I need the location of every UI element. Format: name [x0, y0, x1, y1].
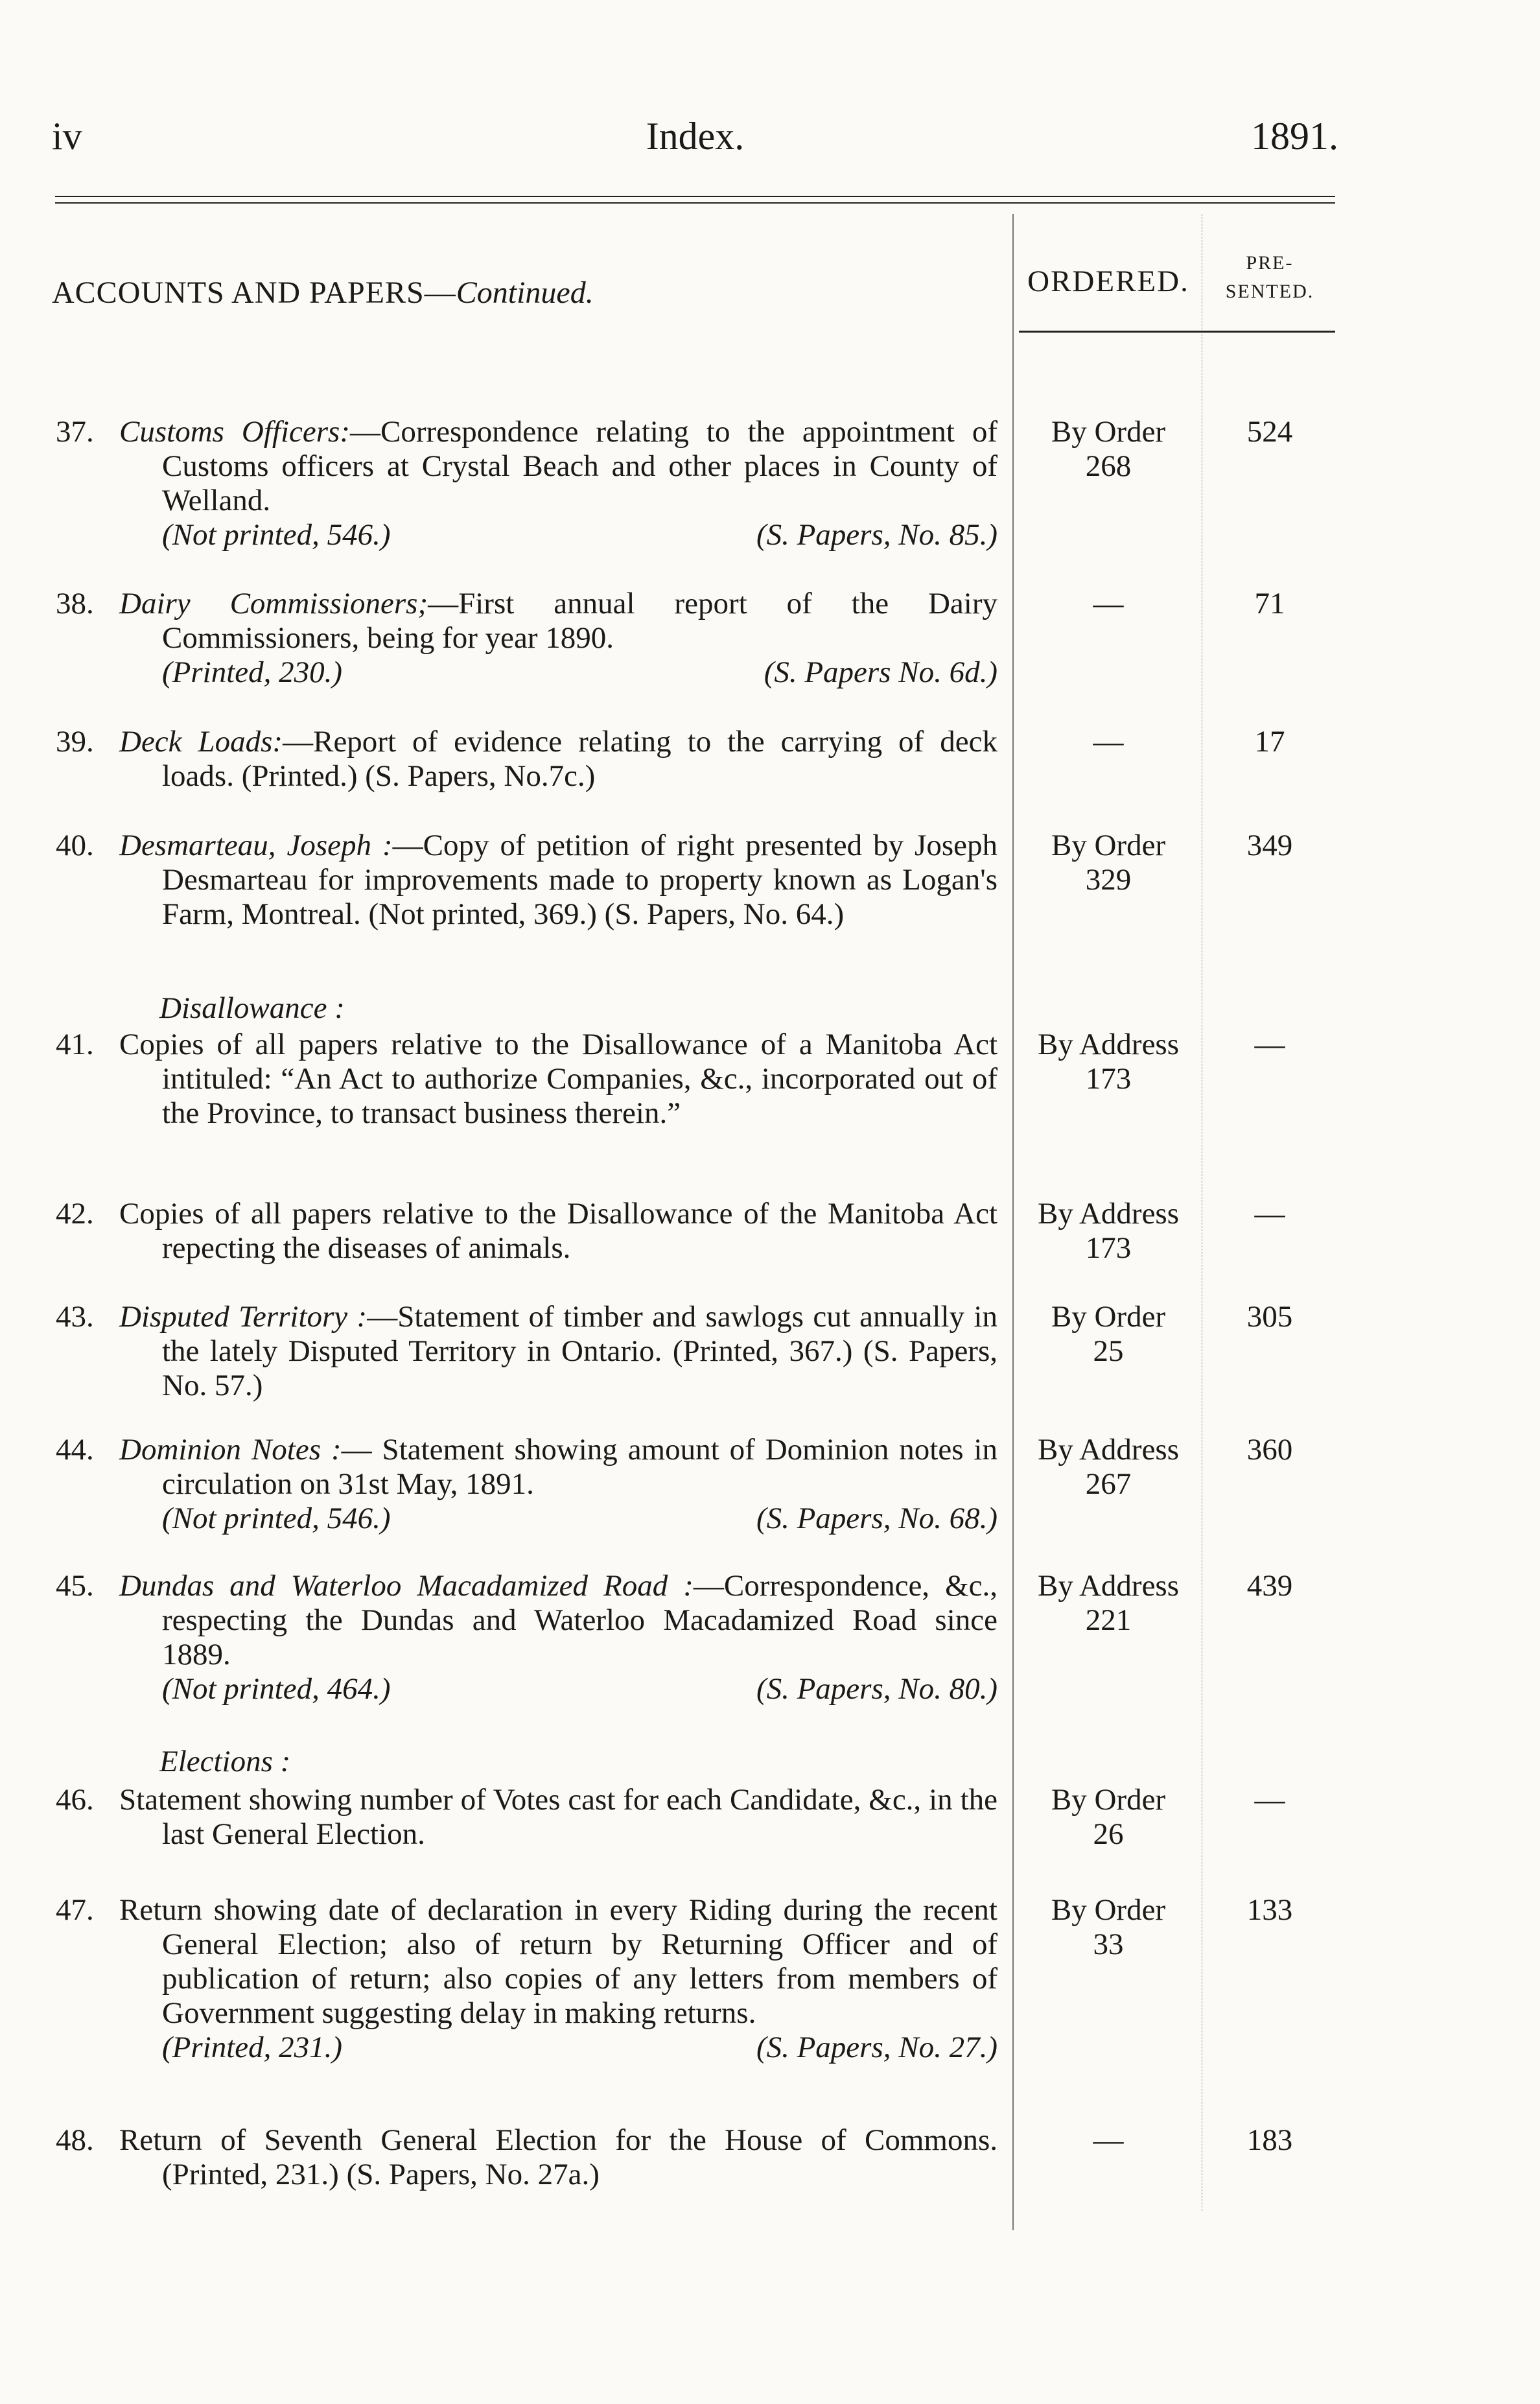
entry-text	[119, 1569, 998, 1672]
entry-body: Copies of all papers relative to the Disallowance of the Manitoba Act repecting the diseases of animals.	[119, 1197, 998, 1265]
entry-sessional-paper: (S. Papers, No. 27.)	[756, 2031, 998, 2064]
entry-text	[119, 1433, 998, 1502]
entry-ordered-by: —	[1093, 2123, 1124, 2157]
entry-text	[119, 587, 998, 655]
entry-presented: 349	[1246, 829, 1293, 862]
entry-ordered	[1019, 1028, 1198, 1096]
entry-sessional-paper: (S. Papers, No. 68.)	[756, 1502, 998, 1535]
entry-presented: 71	[1254, 587, 1285, 620]
entry-body: —First annual report of the Dairy Commissioners, being for year 1890.	[162, 587, 998, 655]
entry-text	[119, 829, 998, 932]
entry-body: —Report of evidence relating to the carrying of deck loads. (Printed.) (S. Papers, No.7c.)	[162, 725, 998, 793]
column-head-presented: PRE- SENTED.	[1225, 252, 1314, 302]
entry-publication	[119, 2031, 998, 2065]
entry-ordered-by: —	[1093, 725, 1124, 759]
entry-publication	[119, 655, 998, 690]
entry-ordered	[1019, 2123, 1198, 2158]
entry-ordered	[1019, 829, 1198, 897]
column-head-ordered: ORDERED.	[1027, 265, 1189, 298]
entry-heading: Disputed Territory :	[119, 1300, 368, 1334]
entry-ordered-by: By Order	[1051, 1300, 1166, 1334]
entry-ordered-number: 329	[1085, 863, 1132, 897]
entry-sessional-paper: (S. Papers, No. 80.)	[756, 1672, 998, 1706]
entry-ordered-number: 221	[1085, 1603, 1132, 1637]
entry-printed-status: (Printed, 230.)	[162, 655, 343, 689]
entry-ordered-by: By Address	[1037, 1569, 1180, 1603]
entry-body: Statement showing number of Votes cast for each Candidate, &c., in the last General Election.	[119, 1783, 998, 1851]
entry-ordered-by: By Order	[1051, 415, 1166, 449]
entry-body: Return of Seventh General Election for the House of Commons. (Printed, 231.) (S. Papers, No. 27a.)	[119, 2123, 998, 2191]
entry-number: 44.	[56, 1433, 94, 1467]
entry-description	[56, 1433, 998, 1536]
column-head-rule	[1019, 331, 1335, 333]
entry-description	[56, 1569, 998, 1706]
entry-text	[119, 1893, 998, 2031]
entry-body: —Correspondence, &c., respecting the Dundas and Waterloo Macadamized Road since 1889.	[162, 1569, 998, 1671]
entry-number: 39.	[56, 725, 94, 759]
entry-number: 46.	[56, 1783, 94, 1817]
entry-printed-status: (Not printed, 546.)	[162, 1502, 391, 1535]
entry-presented: 133	[1246, 1893, 1293, 1927]
entry-number: 37.	[56, 415, 94, 449]
entry-printed-status: (Not printed, 464.)	[162, 1672, 391, 1706]
page-title: Index.	[646, 115, 745, 158]
entry-heading: Desmarteau, Joseph :	[119, 829, 393, 862]
entry-description	[56, 587, 998, 690]
entry-number: 45.	[56, 1569, 94, 1603]
entry-sessional-paper: (S. Papers, No. 85.)	[756, 518, 998, 552]
entry-number: 47.	[56, 1893, 94, 1927]
entry-presented: —	[1254, 1028, 1285, 1061]
entry-ordered	[1019, 1300, 1198, 1369]
entry-number: 41.	[56, 1028, 94, 1061]
entry-description	[56, 1028, 998, 1131]
entry-ordered	[1019, 1783, 1198, 1852]
entry-presented: —	[1254, 1197, 1285, 1231]
entry-description	[56, 1300, 998, 1403]
entry-body: —Correspondence relating to the appointment of Customs officers at Crystal Beach and other places in County of Welland.	[162, 415, 998, 517]
head-rule-lower	[55, 202, 1335, 204]
section-continued: Continued.	[456, 276, 594, 310]
entry-ordered-number: 25	[1093, 1334, 1124, 1368]
entry-ordered-by: By Order	[1051, 1893, 1166, 1927]
entry-body: Copies of all papers relative to the Disallowance of a Manitoba Act intituled: “An Act to authorize Companies, &c., incorporated out of the Province, to transact business therein.”	[119, 1028, 998, 1130]
entry-printed-status: (Printed, 231.)	[162, 2031, 343, 2064]
entry-ordered-by: By Order	[1051, 829, 1166, 862]
entry-ordered	[1019, 1893, 1198, 1962]
running-head	[52, 114, 1338, 166]
entry-ordered	[1019, 1433, 1198, 1502]
entry-text	[119, 415, 998, 518]
entry-ordered	[1019, 1569, 1198, 1638]
entry-ordered-by: By Order	[1051, 1783, 1166, 1817]
entry-ordered-number: 33	[1093, 1927, 1124, 1961]
entry-number: 42.	[56, 1197, 94, 1231]
entry-publication	[119, 1672, 998, 1706]
entry-number: 38.	[56, 587, 94, 620]
entry-printed-status: (Not printed, 546.)	[162, 518, 391, 552]
entry-description	[56, 415, 998, 552]
entry-presented: 524	[1246, 415, 1293, 449]
entry-text	[119, 1783, 998, 1852]
entry-ordered-by: By Address	[1037, 1028, 1180, 1061]
entry-publication	[119, 518, 998, 552]
column-rule-ordered	[1012, 214, 1014, 2230]
head-rule-upper	[55, 196, 1335, 197]
entry-description	[56, 829, 998, 932]
entry-presented: 183	[1246, 2123, 1293, 2157]
entry-ordered	[1019, 587, 1198, 621]
entry-publication	[119, 1502, 998, 1536]
entry-number: 48.	[56, 2123, 94, 2157]
entry-body: Return showing date of declaration in every Riding during the recent General Election; also of return by Returning Officer and of publication of return; also copies of any letters from members of Government suggesting delay in making returns.	[119, 1893, 998, 2030]
entry-description	[56, 2123, 998, 2192]
entry-heading: Dairy Commissioners;	[119, 587, 428, 620]
entry-text	[119, 2123, 998, 2192]
entry-presented: 305	[1246, 1300, 1293, 1334]
subhead-disallowance: Disallowance :	[159, 991, 345, 1025]
entry-ordered-number: 26	[1093, 1817, 1124, 1851]
entry-ordered-by: By Address	[1037, 1197, 1180, 1231]
page-number: iv	[52, 115, 82, 158]
entry-presented: 439	[1246, 1569, 1293, 1603]
entry-ordered	[1019, 415, 1198, 484]
entry-description	[56, 1783, 998, 1852]
entry-text	[119, 1197, 998, 1266]
entry-description	[56, 1893, 998, 2065]
entry-ordered-number: 268	[1085, 449, 1132, 483]
entry-body: —Statement of timber and sawlogs cut annually in the lately Disputed Territory in Ontario. (Printed, 367.) (S. Papers, No. 57.)	[162, 1300, 998, 1402]
subhead-elections: Elections :	[159, 1745, 291, 1778]
entry-ordered-number: 173	[1085, 1231, 1132, 1265]
page-year: 1891.	[1251, 115, 1338, 158]
entry-ordered-by: —	[1093, 587, 1124, 620]
entry-text	[119, 725, 998, 794]
entry-ordered-number: 267	[1085, 1467, 1132, 1501]
entry-presented: 17	[1254, 725, 1285, 759]
entry-ordered	[1019, 725, 1198, 759]
entry-ordered-by: By Address	[1037, 1433, 1180, 1467]
entry-description	[56, 725, 998, 794]
entry-text	[119, 1028, 998, 1131]
entry-heading: Dundas and Waterloo Macadamized Road :	[119, 1569, 694, 1603]
entry-sessional-paper: (S. Papers No. 6d.)	[764, 655, 998, 689]
entry-ordered	[1019, 1197, 1198, 1266]
entry-presented: 360	[1246, 1433, 1293, 1467]
section-title: ACCOUNTS AND PAPERS—Continued.	[52, 276, 594, 310]
entry-number: 40.	[56, 829, 94, 862]
entry-heading: Deck Loads:	[119, 725, 283, 759]
entry-description	[56, 1197, 998, 1266]
entry-heading: Dominion Notes :	[119, 1433, 342, 1467]
entry-body: —Copy of petition of right presented by Joseph Desmarteau for improvements made to property known as Logan's Farm, Montreal. (Not printed, 369.) (S. Papers, No. 64.)	[162, 829, 998, 931]
entry-text	[119, 1300, 998, 1403]
entry-ordered-number: 173	[1085, 1062, 1132, 1096]
entry-body: — Statement showing amount of Dominion notes in circulation on 31st May, 1891.	[162, 1433, 998, 1501]
entry-number: 43.	[56, 1300, 94, 1334]
entry-presented: —	[1254, 1783, 1285, 1817]
entry-heading: Customs Officers:	[119, 415, 350, 449]
